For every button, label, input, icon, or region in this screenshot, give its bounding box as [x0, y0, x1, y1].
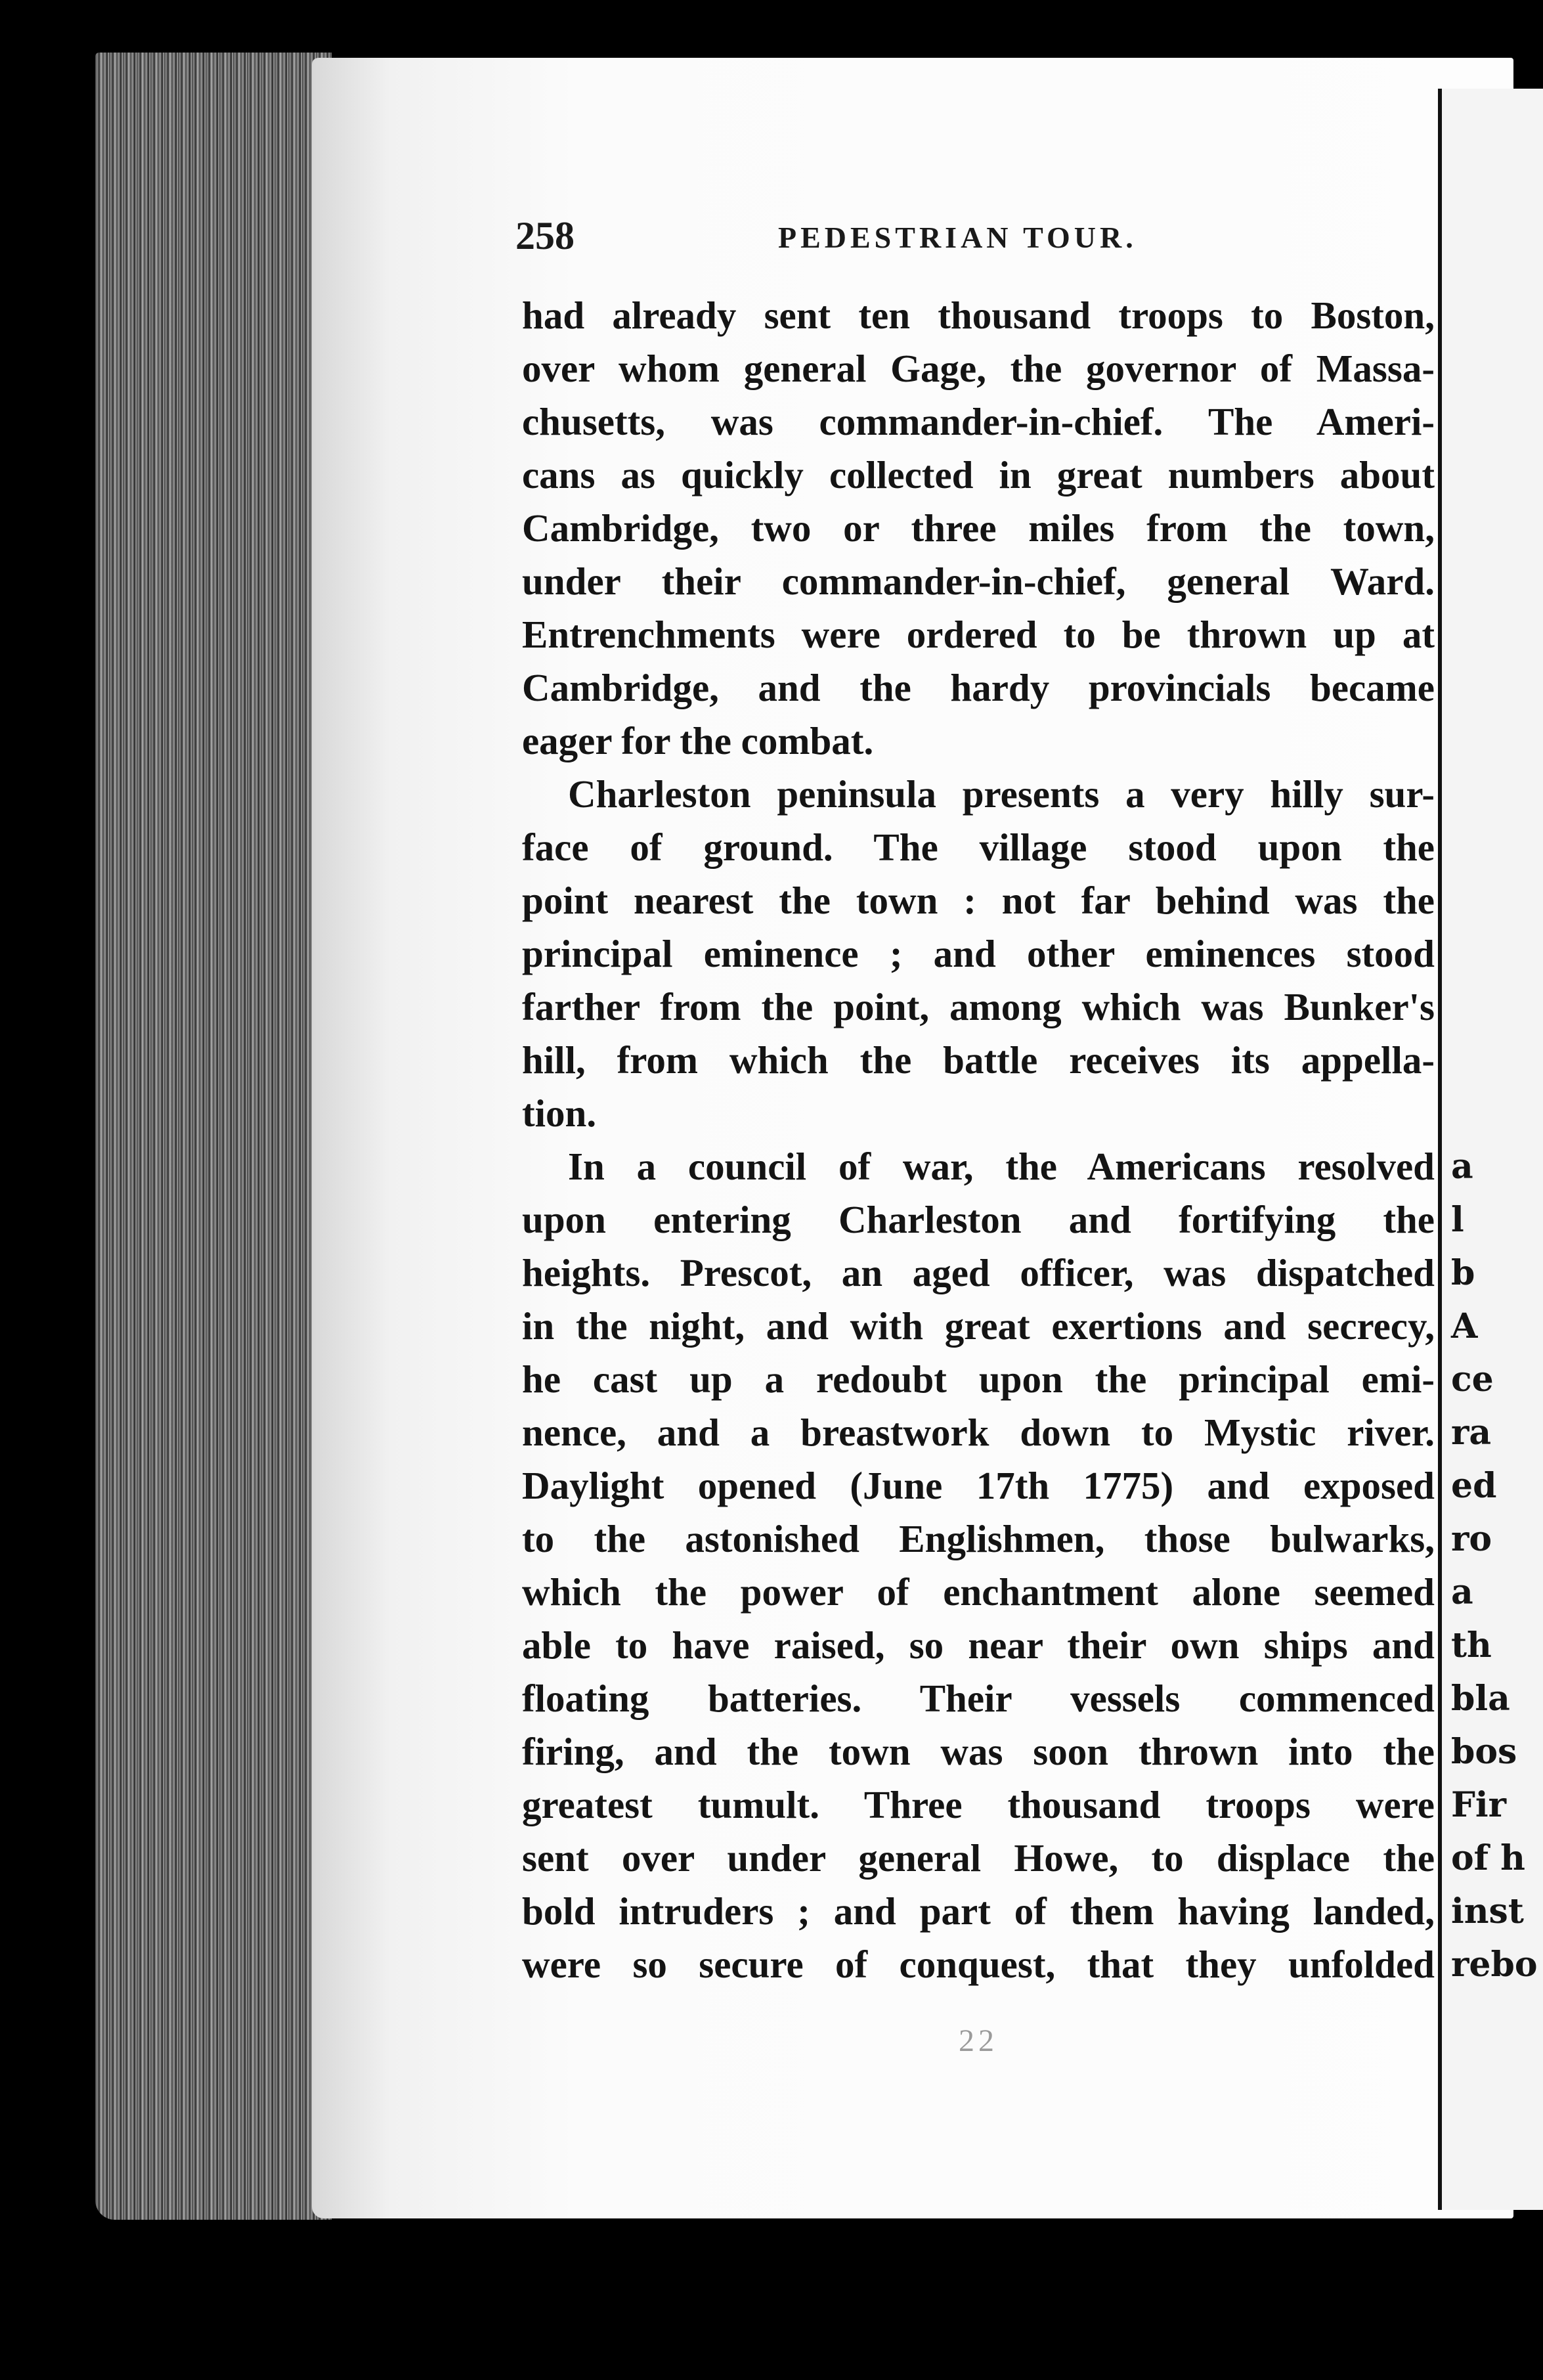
text-line: sent over under general Howe, to displace the	[522, 1836, 1435, 1880]
text-line: tion.	[522, 1091, 597, 1135]
facing-page-fragment: A	[1451, 1306, 1478, 1346]
text-line: eager for the combat.	[522, 719, 874, 762]
facing-page-fragment: ce	[1451, 1359, 1494, 1399]
facing-page-fragment: ro	[1451, 1519, 1492, 1559]
facing-page-fragment: bos	[1451, 1732, 1517, 1772]
text-line: chusetts, was commander-in-chief. The Ameri-	[522, 400, 1435, 443]
facing-page-fragment: a	[1451, 1147, 1473, 1187]
text-line: which the power of enchantment alone seemed	[522, 1570, 1435, 1614]
facing-page-fragment: a	[1451, 1572, 1473, 1612]
text-line: Daylight opened (June 17th 1775) and exposed	[522, 1464, 1435, 1507]
page-number: 258	[515, 214, 575, 257]
text-line: over whom general Gage, the governor of Massa-	[522, 347, 1435, 390]
facing-page-fragment: rebo	[1451, 1945, 1538, 1985]
text-line: upon entering Charleston and fortifying the	[522, 1198, 1435, 1241]
signature-mark: 22	[959, 2023, 998, 2058]
facing-page-fragment: th	[1451, 1625, 1492, 1665]
facing-page-fragment: of h	[1451, 1838, 1525, 1878]
text-line: able to have raised, so near their own ships and	[522, 1623, 1435, 1667]
facing-page	[1438, 89, 1543, 2210]
text-line: bold intruders ; and part of them having landed,	[522, 1889, 1435, 1933]
text-line: to the astonished Englishmen, those bulwarks,	[522, 1517, 1435, 1560]
text-line: in the night, and with great exertions and secrecy,	[522, 1304, 1435, 1348]
text-line: farther from the point, among which was Bunker's	[522, 985, 1435, 1028]
body-text	[522, 289, 1435, 1991]
facing-page-fragment: Fir	[1451, 1785, 1507, 1825]
facing-page-fragment: bla	[1451, 1679, 1510, 1719]
text-line: Entrenchments were ordered to be thrown up at	[522, 613, 1435, 656]
text-line: were so secure of conquest, that they unfolded	[522, 1943, 1435, 1986]
text-line: principal eminence ; and other eminences stood	[522, 932, 1435, 975]
text-line: Charleston peninsula presents a very hilly sur-	[568, 772, 1435, 816]
facing-page-fragment: ed	[1451, 1466, 1497, 1506]
text-line: under their commander-in-chief, general Ward.	[522, 560, 1435, 603]
text-line: heights. Prescot, an aged officer, was dispatched	[522, 1251, 1435, 1294]
text-line: he cast up a redoubt upon the principal emi-	[522, 1357, 1435, 1401]
text-line: cans as quickly collected in great numbers about	[522, 453, 1435, 496]
text-line: Cambridge, two or three miles from the town,	[522, 506, 1435, 550]
page-edges	[95, 53, 332, 2220]
facing-page-fragment: ra	[1451, 1413, 1492, 1453]
text-line: face of ground. The village stood upon the	[522, 826, 1435, 869]
text-line: firing, and the town was soon thrown into the	[522, 1730, 1435, 1773]
text-line: floating batteries. Their vessels commenced	[522, 1677, 1435, 1720]
facing-page-fragment: inst	[1451, 1891, 1524, 1931]
facing-page-fragment: l	[1451, 1200, 1464, 1240]
text-line: point nearest the town : not far behind was the	[522, 879, 1435, 922]
text-line: hill, from which the battle receives its appella-	[522, 1038, 1435, 1082]
text-line: had already sent ten thousand troops to Boston,	[522, 294, 1435, 337]
text-line: In a council of war, the Americans resolved	[568, 1145, 1435, 1188]
running-title: PEDESTRIAN TOUR.	[778, 221, 1137, 254]
text-line: nence, and a breastwork down to Mystic river.	[522, 1411, 1435, 1454]
text-line: greatest tumult. Three thousand troops were	[522, 1783, 1435, 1826]
facing-page-fragment: b	[1451, 1253, 1475, 1293]
text-line: Cambridge, and the hardy provincials became	[522, 666, 1435, 709]
